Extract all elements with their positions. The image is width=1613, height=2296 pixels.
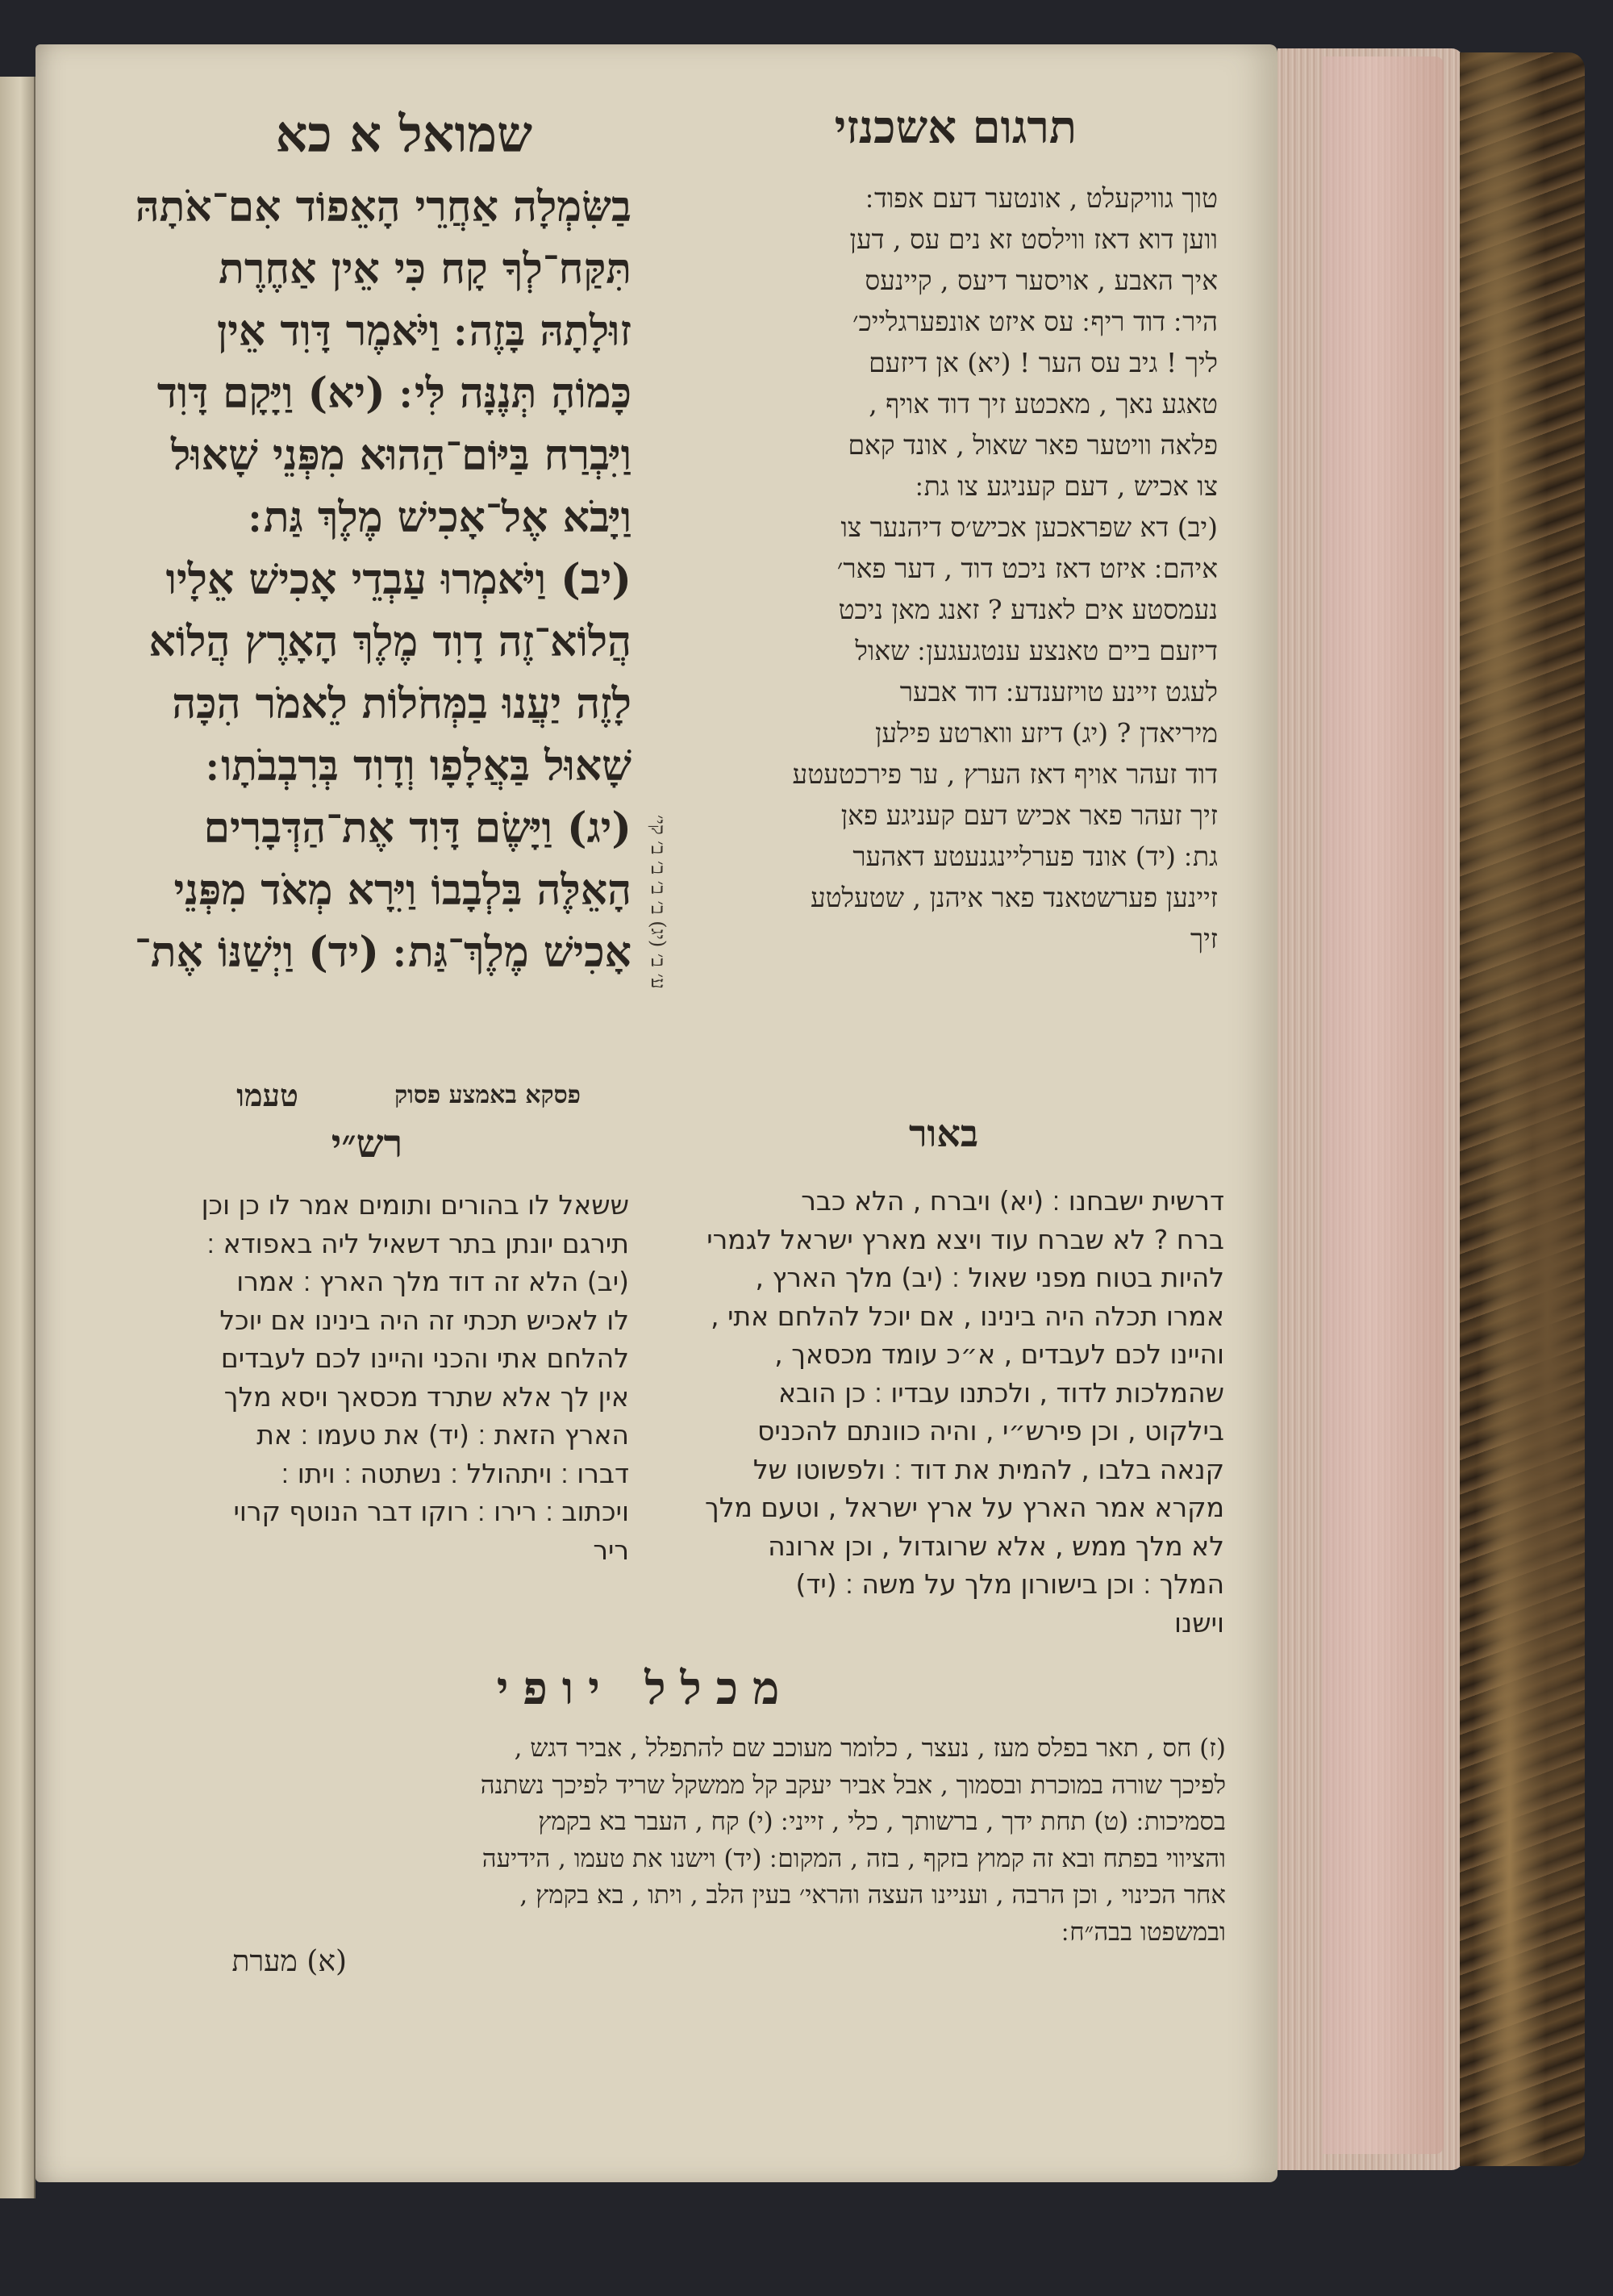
- michlal-yofi-text: [145, 1730, 1226, 1964]
- bible-text-line: כָּמוֹהָ תְּנֶנָּה לִּי ׃ (יא) וַיָּקָם דָּוִד: [156, 369, 631, 418]
- rashi-heading: רש״י: [331, 1121, 403, 1167]
- margin-notes: ע׳ ב׳ (יג) ב׳ ב׳ ב׳ ב׳ קי׳: [647, 815, 669, 989]
- right-running-head: שמואל א כא: [275, 105, 532, 164]
- yiddish-line: נעמסטע אים לאנדע ? זאנג מאן ניכט: [838, 594, 1218, 625]
- trope-label-taamo: טעמו: [236, 1077, 298, 1113]
- trope-label-pasek: פסקא באמצע פסוק: [394, 1081, 581, 1109]
- page-edges-tint: [1323, 56, 1444, 2154]
- yiddish-line: זיינען פערשטאנד פאר איהנן , שטעלטע: [810, 882, 1218, 913]
- michlal-yofi-line: אחר הכינוי , וכן הרבה , ועניינו העצה והראי׳ בעין הלב , ויתו , בא בקמץ ,: [519, 1881, 1226, 1910]
- bible-text-line: שָׁאוּל בַּאֲלָפָו וְדָוִד בְּרִבְבֹתָו ׃: [206, 741, 631, 791]
- yiddish-line: לעגט זיינע טויזענדע ׃ דוד אבער: [899, 676, 1218, 708]
- bible-text-line: זוּלָתָהּ בָּזֶה ׃ וַיֹּאמֶר דָּוִד אֵין: [216, 307, 631, 356]
- michlal-yofi-line: ובמשפטו בבה״ח ׃: [1061, 1917, 1226, 1947]
- yiddish-line: דוד זעהר אויף דאז הערץ , ער פירכטעטע: [792, 758, 1218, 790]
- yiddish-line: זיך: [1190, 923, 1218, 954]
- yiddish-line: גת ׃ (יד) אונד פערליינגנעטע דאהער: [852, 841, 1218, 872]
- bible-text-line: בַשִּׂמְלָה אַחֲרֵי הָאֵפוֹד אִם־אֹתָהּ: [135, 182, 631, 232]
- biur-commentary: [661, 1182, 1224, 1658]
- yiddish-line: טוך גוויקעלט , אונטער דעם אפוד ׃: [865, 182, 1218, 214]
- yiddish-line: טאגע נאך , מאכטע זיך דוד אויף ,: [869, 388, 1218, 420]
- biur-line: המלך ׃ וכן בישורון מלך על משה ׃ (יד): [795, 1568, 1224, 1600]
- rashi-line: תירגם יונתן בתר דשאיל ליה באפודא ׃: [206, 1227, 629, 1259]
- yiddish-line: ליך ! גיב עס הער ! (יא) אן דיזעם: [869, 347, 1218, 378]
- yiddish-translation-column: [669, 177, 1218, 1097]
- michlal-yofi-line: (ז) חס , תאר בפלס מעז , נעצר , כלומר מעוכב שם להתפלל , אביר דגש ,: [514, 1734, 1226, 1763]
- biur-line: דרשית ישבחנו ׃ (יא) ויברח , הלא כבר: [801, 1185, 1224, 1217]
- michlal-yofi-line: בסמיכות ׃ (ט) תחת ידך , ברשותך , כלי , זייני ׃ (י) קח , העבר בא בקמץ: [538, 1807, 1226, 1836]
- rashi-line: דברו ׃ ויתהולל ׃ נשתטה ׃ ויתו ׃: [281, 1457, 629, 1489]
- rashi-line: הארץ הזאת ׃ (יד) את טעמו ׃ את: [256, 1419, 629, 1451]
- yiddish-line: צו אכיש , דעם קעניגע צו גת ׃: [915, 470, 1218, 502]
- yiddish-line: איך האבע , אויסער דיעס , קיינעס: [865, 265, 1218, 296]
- rashi-line: (יב) הלא זה דוד מלך הארץ ׃ אמרו: [236, 1266, 629, 1297]
- bible-text-line: תִּקַּח־לְךָ קָח כִּי אֵין אַחֶרֶת: [219, 244, 631, 294]
- biur-line: להיות בטוח מפני שאול ׃ (יב) מלך הארץ ,: [755, 1262, 1224, 1293]
- biur-line: לא מלך ממש , אלא שרוגדול , וכן ארונה: [768, 1530, 1224, 1562]
- yiddish-line: ווען דוא דאז ווילסט זא נים עס , דען: [849, 223, 1218, 255]
- rashi-line: ששאל לו בהורים ותומים אמר לו כן וכן: [201, 1189, 629, 1221]
- biur-line: מקרא אמר הארץ על ארץ ישראל , וטעם מלך: [704, 1492, 1224, 1523]
- biur-heading: באור: [908, 1112, 979, 1155]
- rashi-line: ריר: [593, 1534, 629, 1566]
- biur-line: קנאה בלבו , להמית את דוד ׃ ולפשוטו של: [752, 1453, 1224, 1485]
- bible-text-line: הֲלוֹא־זֶה דָוִד מֶלֶךְ הָאָרֶץ הֲלוֹא: [148, 617, 631, 666]
- rashi-line: אין לך אלא שתרד מכסאך ויסא מלך: [223, 1380, 629, 1413]
- yiddish-line: פלאה וויטער פאר שאול , אונד קאם: [848, 429, 1218, 461]
- rashi-line: ויכתוב ׃ רירו ׃ רוקו דבר הנוטף קרוי: [233, 1496, 629, 1527]
- biur-line: והיינו לכם לעבדים , א״כ עומד מכסאך ,: [774, 1338, 1224, 1370]
- bible-text-line: לָזֶה יַעֲנוּ בַמְּחֹלוֹת לֵאמֹר הִכָּה: [172, 679, 631, 728]
- bible-text-line: (יג) וַיָּשֶׂם דָּוִד אֶת־הַדְּבָרִים: [203, 804, 631, 853]
- bible-text-line: וַיִּבְרַח בַּיּוֹם־הַהוּא מִפְּנֵי שָׁאוּל: [171, 431, 631, 480]
- michlal-yofi-line: לפיכך שורה במוכרת ובסמוך , אבל אביר יעקב קל ממשקל שריד לפיכך נשתנה: [480, 1770, 1226, 1800]
- yiddish-line: זיך זעהר פאר אכיש דעם קעניגע פאן: [840, 799, 1218, 831]
- yiddish-line: איהם ׃ איזט דאז ניכט דוד , דער פאר׳: [836, 553, 1218, 584]
- yiddish-line: היר ׃ דוד ריף ׃ עס איזט אונפערגלייכ׳: [852, 306, 1218, 337]
- rashi-line: להלחם אתי והכני והיינו לכם לעבדים: [220, 1342, 629, 1374]
- bible-text-line: הָאֵלֶּה בִּלְבָבוֹ וַיִּרָא מְאֹד מִפְּנֵי: [173, 866, 631, 915]
- marbled-cover: [1460, 52, 1585, 2166]
- yiddish-line: מיריאדן ? (יג) דיזע ווארטע פילען: [875, 717, 1218, 749]
- michlal-yofi-heading: מכלל יופי: [496, 1662, 794, 1715]
- bible-text-column: [79, 176, 631, 991]
- biur-line: אמרו תכלה היה בינינו , אם יוכל להלחם אתי ,: [711, 1300, 1224, 1332]
- previous-page-edge: [0, 77, 35, 2198]
- michlal-yofi-line: והציווי בפתח ובא זה קמוץ בזקף , בזה , המקום ׃ (יד) וישנו את טעמו , הידיעה: [481, 1843, 1226, 1873]
- biur-line: בילקוט , וכן פירש״י , והיה כוונתם להכניס: [757, 1415, 1224, 1446]
- bible-text-line: וַיָּבֹא אֶל־אָכִישׁ מֶלֶךְ גַּת ׃: [248, 493, 631, 542]
- biur-line: ברח ? לא שברח עוד ויצא מארץ ישראל לגמרי: [706, 1223, 1224, 1255]
- yiddish-line: (יב) דא שפראכען אכיש׳ס דיהנער צו: [840, 511, 1218, 543]
- rashi-commentary: [55, 1186, 629, 1581]
- catchword: (א) מערת: [231, 1945, 347, 1978]
- biur-line: וישנו: [1174, 1606, 1224, 1639]
- left-running-head: תרגום אשכנזי: [834, 101, 1077, 154]
- rashi-line: לו לאכיש תכתי זה היה בינינו אם יוכל: [219, 1304, 629, 1336]
- bible-text-line: אָכִישׁ מֶלֶךְ־גַּת ׃ (יד) וַיְשַׁנּוֹ אֶת־: [134, 928, 631, 977]
- bible-text-line: (יב) וַיֹּאמְרוּ עַבְדֵי אָכִישׁ אֵלָיו: [165, 555, 631, 604]
- biur-line: שהמלכות לדוד , ולכתנו עבדיו ׃ כן הובא: [777, 1376, 1224, 1409]
- yiddish-line: דיזעם ביים טאנצע ענטגעגען ׃ שאול: [855, 635, 1218, 666]
